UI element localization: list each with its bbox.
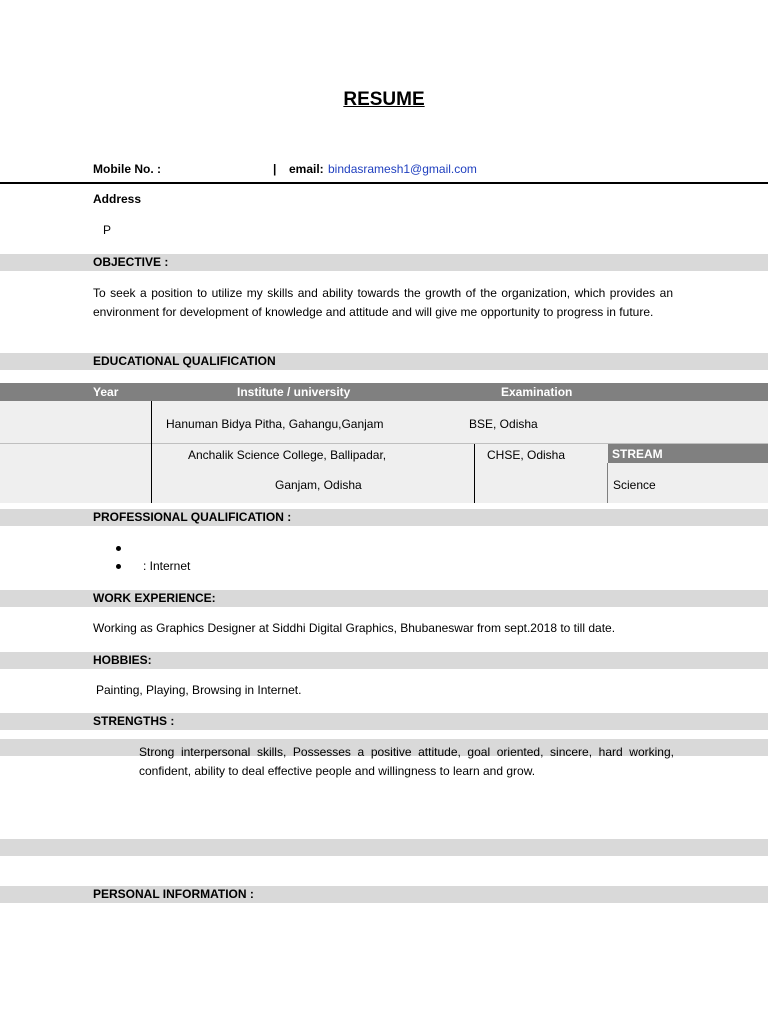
table-divider [151,401,152,503]
empty-section-band [0,839,768,856]
table-divider [474,444,475,503]
work-section-band [0,590,768,607]
professional-heading: PROFESSIONAL QUALIFICATION : [93,510,292,524]
stream-label: STREAM [612,447,663,461]
hobbies-text: Painting, Playing, Browsing in Internet. [96,683,302,697]
bullet-icon [116,564,121,569]
table-row [0,401,768,443]
bullet-icon [116,546,121,551]
hobbies-section-band [0,652,768,669]
exam-cell: CHSE, Odisha [487,448,566,462]
resume-title: RESUME [343,89,425,110]
hobbies-heading: HOBBIES: [93,653,152,667]
personal-section-band [0,886,768,903]
work-heading: WORK EXPERIENCE: [93,591,216,605]
objective-section-band [0,254,768,271]
stream-value: Science [613,478,656,492]
education-heading: EDUCATIONAL QUALIFICATION [93,354,276,368]
institute-cell-line2: Ganjam, Odisha [275,478,362,492]
email-link[interactable]: bindasramesh1@gmail.com [328,162,477,176]
column-year: Year [93,385,119,399]
strengths-text: Strong interpersonal skills, Possesses a positive attitude, goal oriented, sincere, hard working, confident, ability to deal effective people and willingness to learn and grow. [139,745,674,778]
professional-section-band [0,509,768,526]
column-institute: Institute / university [237,385,351,399]
institute-cell: Hanuman Bidya Pitha, Gahangu,Ganjam [166,417,384,431]
table-divider [607,463,608,503]
exam-cell: BSE, Odisha [469,417,538,431]
header-divider [0,182,768,184]
list-item: : Internet [143,559,191,573]
objective-heading: OBJECTIVE : [93,255,169,269]
strengths-heading: STRENGTHS : [93,714,175,728]
mobile-label: Mobile No. : [93,162,161,176]
work-text: Working as Graphics Designer at Siddhi Digital Graphics, Bhubaneswar from sept.2018 to till date. [93,621,616,635]
address-value: P [103,223,112,237]
address-label: Address [93,192,142,206]
personal-heading: PERSONAL INFORMATION : [93,887,254,901]
email-label: email: [289,162,324,176]
institute-cell-line1: Anchalik Science College, Ballipadar, [188,448,387,462]
education-table-header [0,383,768,401]
contact-separator: | [273,162,277,176]
objective-text: To seek a position to utilize my skills and ability towards the growth of the organization, which provides an environment for development of knowledge and attitude and will give me opportunity to progress in future. [93,286,673,319]
strengths-section-band [0,713,768,730]
stream-header [608,444,768,463]
column-examination: Examination [501,385,573,399]
education-section-band [0,353,768,370]
